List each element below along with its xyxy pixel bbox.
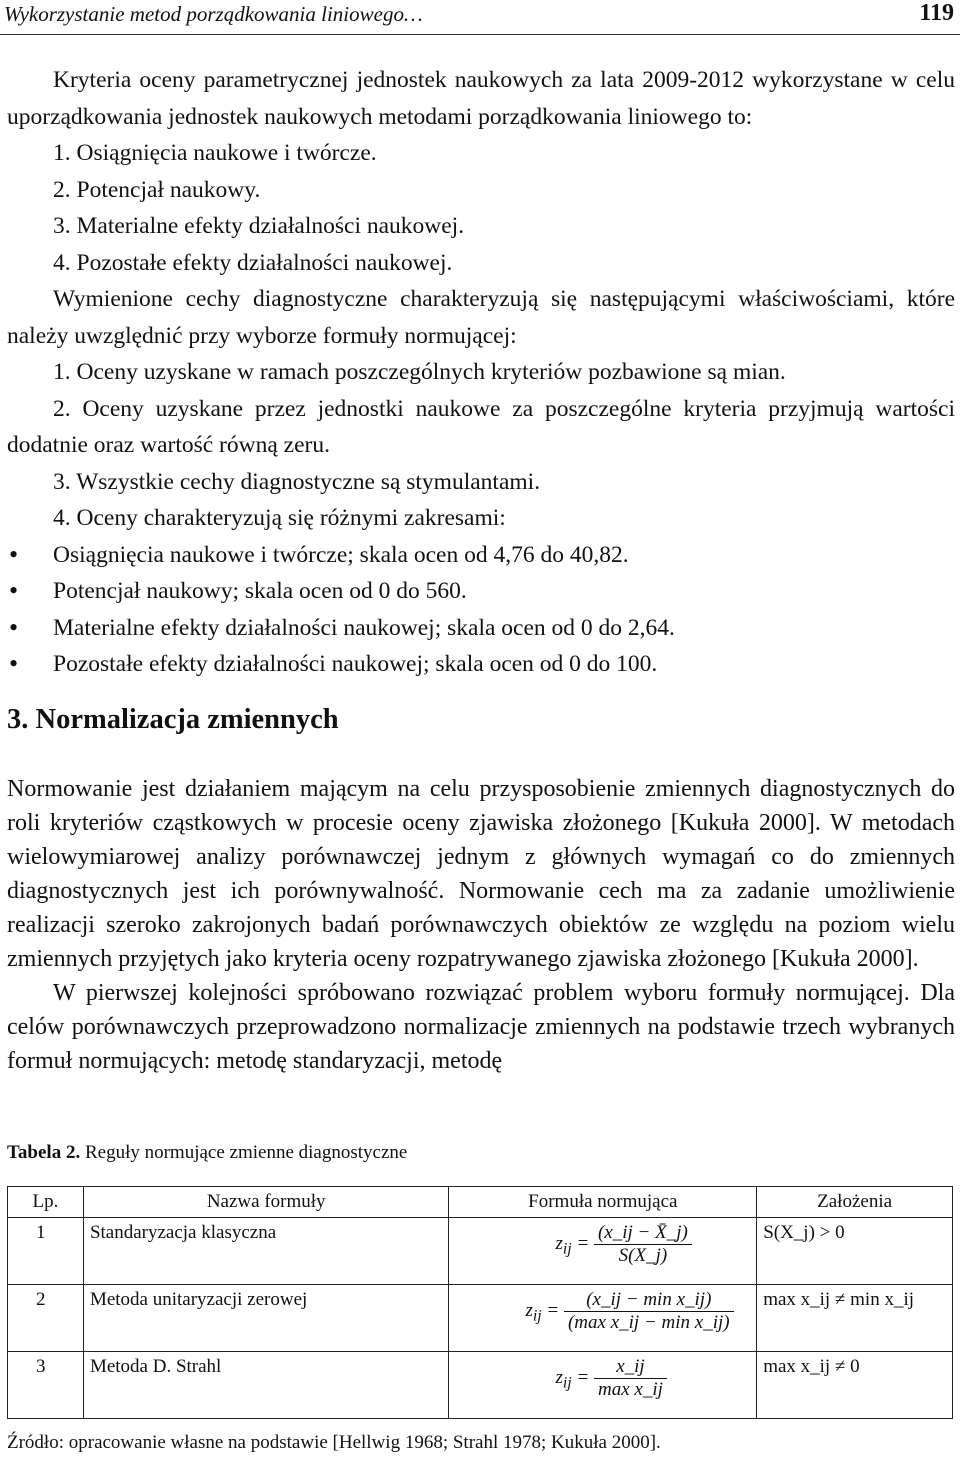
row-formula	[449, 1218, 757, 1285]
formula-numerator: (x_ij − X̄_j)	[594, 1222, 692, 1245]
row-formula-name: Metoda D. Strahl	[83, 1352, 449, 1419]
criterion-4: 4. Pozostałe efekty działalności naukowej.	[53, 249, 453, 276]
formula-fraction	[564, 1289, 734, 1334]
formula-numerator: x_ij	[594, 1356, 667, 1379]
formula-denominator: max x_ij	[597, 1379, 663, 1400]
table-row	[8, 1285, 953, 1352]
row-assumption: S(X_j) > 0	[757, 1218, 953, 1285]
property-2: 2. Oceny uzyskane przez jednostki naukowe za poszczególne kryteria przyjmują wartości dodatnie oraz wartość równą zeru.	[7, 395, 955, 458]
formula-numerator: (x_ij − min x_ij)	[564, 1289, 734, 1312]
criterion-1: 1. Osiągnięcia naukowe i twórcze.	[53, 140, 377, 166]
row-lp: 1	[8, 1218, 84, 1285]
formula-lhs-sub: ij	[562, 1240, 572, 1258]
row-formula-name: Metoda unitaryzacji zerowej	[83, 1285, 449, 1352]
formula-lhs: z	[555, 1232, 563, 1254]
col-assumptions: Założenia	[757, 1187, 953, 1218]
formula-lhs: z	[525, 1299, 533, 1321]
formula-eq: =	[546, 1299, 560, 1321]
row-lp: 2	[8, 1285, 84, 1352]
row-formula-name: Standaryzacja klasyczna	[83, 1218, 449, 1285]
row-lp: 3	[8, 1352, 84, 1419]
formula-fraction	[594, 1222, 692, 1267]
col-name: Nazwa formuły	[83, 1187, 449, 1218]
list-item: • Pozostałe efekty działalności naukowej; skala ocen od 0 do 100.	[7, 646, 955, 683]
section-paragraph-1: Normowanie jest działaniem mającym na celu przysposobienie zmiennych diagnostycznych do roli kryteriów cząstkowych w procesie oceny zjawiska złożonego [Kukuła 2000]. W metodach wielowymiarowej analizy porównawczej jednym z głównych wymagań co do zmiennych diagnostycznych jest ich porównywalność. Normowanie cech ma za zadanie umożliwienie realizacji szeroko zakrojonych badań porównawczych obiektów ze względu na poziom wielu zmiennych przyjętych jako kryteria oceny rozpatrywanego zjawiska złożonego [Kukuła 2000].	[7, 776, 955, 972]
property-4: 4. Oceny charakteryzują się różnymi zakresami:	[53, 505, 506, 531]
table-caption-text: Reguły normujące zmienne diagnostyczne	[80, 1142, 408, 1163]
running-header	[0, 0, 960, 35]
table-header-row	[8, 1187, 953, 1218]
section-paragraph-2: W pierwszej kolejności spróbowano rozwiązać problem wyboru formuły normującej. Dla celów porównawczych przeprowadzono normalizacje zmiennych na podstawie trzech wybranych formuł normujących: metodę standaryzacji, metodę	[7, 980, 955, 1074]
formula-denominator: S(X_j)	[618, 1245, 668, 1266]
source-note: Źródło: opracowanie własne na podstawie [Hellwig 1968; Strahl 1978; Kukuła 2000].	[7, 1432, 661, 1453]
row-formula	[449, 1352, 757, 1419]
table-row	[8, 1352, 953, 1419]
properties-paragraph: Wymienione cechy diagnostyczne charakteryzują się następującymi właściwościami, które należy uwzględnić przy wyborze formuły normującej:	[7, 286, 955, 349]
formula-fraction	[594, 1356, 667, 1401]
row-assumption: max x_ij ≠ 0	[757, 1352, 953, 1419]
intro-block	[7, 62, 955, 683]
table-caption	[7, 1142, 407, 1164]
formula-lhs-sub: ij	[532, 1307, 542, 1325]
formula-lhs-sub: ij	[562, 1374, 572, 1392]
intro-paragraph: Kryteria oceny parametrycznej jednostek naukowych za lata 2009-2012 wykorzystane w celu uporządkowania jednostek naukowych metodami porządkowania liniowego to:	[7, 67, 955, 130]
row-assumption: max x_ij ≠ min x_ij	[757, 1285, 953, 1352]
list-item: • Materialne efekty działalności naukowej; skala ocen od 0 do 2,64.	[7, 610, 955, 647]
criterion-2: 2. Potencjał naukowy.	[53, 176, 261, 203]
page-number: 119	[919, 0, 954, 26]
criterion-3: 3. Materialne efekty działalności naukowej.	[53, 213, 465, 239]
property-3: 3. Wszystkie cechy diagnostyczne są stymulantami.	[53, 468, 541, 495]
list-item: • Osiągnięcia naukowe i twórcze; skala ocen od 4,76 do 40,82.	[7, 537, 955, 574]
section-heading: 3. Normalizacja zmiennych	[7, 704, 339, 735]
row-formula	[449, 1285, 757, 1352]
property-1: 1. Oceny uzyskane w ramach poszczególnych kryteriów pozbawione są mian.	[53, 359, 786, 385]
col-formula: Formuła normująca	[449, 1187, 757, 1218]
running-title: Wykorzystanie metod porządkowania liniowego…	[4, 2, 423, 26]
list-item: • Potencjał naukowy; skala ocen od 0 do 560.	[7, 573, 955, 610]
col-lp: Lp.	[8, 1187, 84, 1218]
table-caption-label: Tabela 2.	[7, 1142, 81, 1163]
formula-denominator: (max x_ij − min x_ij)	[567, 1312, 730, 1333]
normalization-table	[7, 1186, 953, 1419]
table-row	[8, 1218, 953, 1285]
range-list	[7, 537, 955, 683]
formula-eq: =	[576, 1366, 590, 1388]
section-body	[7, 772, 955, 1078]
formula-eq: =	[576, 1232, 590, 1254]
formula-lhs: z	[555, 1366, 563, 1388]
